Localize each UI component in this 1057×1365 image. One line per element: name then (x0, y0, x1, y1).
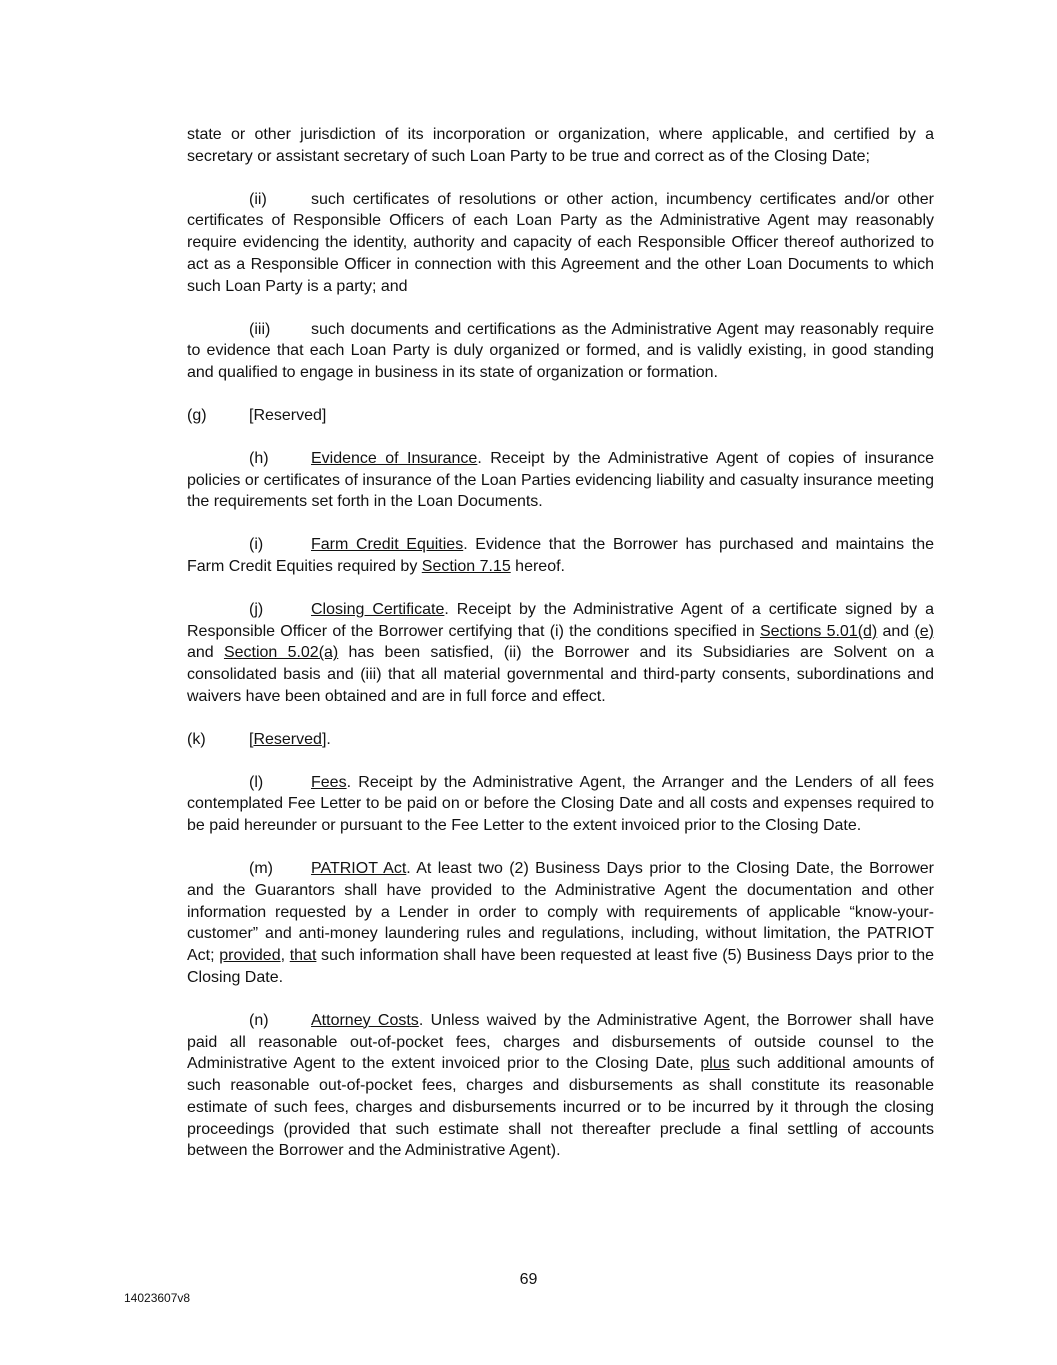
paragraph-text: . Unless waived by the Administrative Agent, the Borrower shall have paid all reasonable out-of-pocket fees, charges and disbursements of outside counsel to the Administrative Agent to the extent invoiced prior to the Closing Date, (187, 1011, 935, 1073)
section-heading: Fees (311, 773, 347, 791)
section-reference: Section 7.15 (421, 557, 511, 575)
paragraph-text: such additional amounts of such reasonable out-of-pocket fees, charges and disbursements as shall constitute its reasonable estimate of such fees, charges and disbursements incurred or to be incurred by it through the closing proceedings (provided that such estimate shall not thereafter preclude a final settling of accounts between the Borrower and the Administrative Agent). (187, 1055, 934, 1160)
page-number: 69 (519, 1271, 538, 1288)
section-reference: (e) (914, 622, 934, 640)
paragraph-text: . At least two (2) Business Days prior to the Closing Date, the Borrower and the Guarantors shall have provided to the Administrative Agent the documentation and other information requested by a Lender in order to comply with requirements of applicable “know-your-customer” and anti-money laundering rules and regulations, including, without limitation, the PATRIOT Act; (187, 859, 934, 965)
clause-label: (k) (187, 730, 206, 748)
clause-label: (i) (249, 536, 264, 554)
paragraph-text: . Receipt by the Administrative Agent of a certificate signed by a Responsible Officer of the Borrower certifying that (i) the conditions specified in (187, 600, 935, 640)
paragraph-text: hereof. (510, 557, 565, 575)
section-heading: Attorney Costs (311, 1011, 419, 1029)
section-heading: PATRIOT Act (311, 859, 407, 877)
section-reference: Sections 5.01(d) (759, 622, 878, 640)
section-heading: Evidence of Insurance (311, 449, 478, 467)
paragraph-text: such certificates of resolutions or other action, incumbency certificates and/or other certificates of Responsible Officers of each Loan Party as the Administrative Agent may reasonably require evidencing the identity, authority and capacity of each Responsible Officer thereof authorized to act as a Responsible Officer in connection with this Agreement and the other Loan Documents to which such Loan Party is a party; and (187, 190, 934, 295)
bracket-open: [ (249, 730, 254, 748)
paragraph-k (187, 729, 934, 751)
paragraph-iii (187, 319, 934, 384)
clause-label: (l) (249, 773, 264, 791)
clause-label: (j) (249, 600, 264, 618)
paragraph-continuation (187, 124, 934, 168)
proviso-term: provided (219, 947, 281, 965)
paragraph-m (187, 858, 934, 989)
paragraph-text: and (187, 644, 224, 662)
paragraph-ii (187, 189, 934, 298)
section-heading: Reserved (253, 730, 322, 748)
clause-label: (iii) (249, 320, 271, 338)
clause-label: (h) (249, 449, 269, 467)
paragraph-g (187, 405, 934, 427)
paragraph-text: , (280, 947, 290, 965)
paragraph-j (187, 599, 934, 708)
paragraph-text: state or other jurisdiction of its incorporation or organization, where applicable, and certified by a secretary or assistant secretary of such Loan Party to be true and correct as of the Closing Date; (187, 126, 934, 165)
section-heading: Farm Credit Equities (311, 536, 464, 554)
paragraph-i (187, 534, 934, 578)
page-body (187, 124, 934, 1183)
paragraph-n (187, 1010, 934, 1163)
clause-label: (n) (249, 1011, 269, 1029)
clause-label: (ii) (249, 190, 267, 208)
clause-label: (m) (249, 859, 273, 877)
proviso-term: that (289, 947, 317, 965)
document-id: 14023607v8 (124, 1291, 191, 1305)
paragraph-l (187, 772, 934, 837)
clause-label: (g) (187, 406, 207, 424)
paragraph-h (187, 448, 934, 513)
paragraph-text: . Receipt by the Administrative Agent of copies of insurance policies or certificates of insurance of the Loan Parties evidencing liability and casualty insurance meeting the requirements set forth in the Loan Documents. (187, 449, 934, 511)
paragraph-text: such information shall have been requested at least five (5) Business Days prior to the Closing Date. (187, 947, 935, 986)
paragraph-text: such documents and certifications as the Administrative Agent may reasonably require to evidence that each Loan Party is duly organized or formed, and is validly existing, in good standing and qualified to engage in business in its state of organization or formation. (187, 320, 934, 382)
paragraph-text: . Evidence that the Borrower has purchased and maintains the Farm Credit Equities required by (187, 536, 934, 575)
section-reference: Section 5.02(a) (223, 644, 339, 662)
emphasis-term: plus (700, 1055, 730, 1073)
paragraph-text: and (877, 622, 915, 640)
paragraph-text: . Receipt by the Administrative Agent, the Arranger and the Lenders of all fees contemplated Fee Letter to be paid on or before the Closing Date and all costs and expenses required to be paid hereunder or pursuant to the Fee Letter to the extent invoiced prior to the Closing Date. (187, 773, 934, 835)
paragraph-text: has been satisfied, (ii) the Borrower and its Subsidiaries are Solvent on a consolidated basis and (iii) that all material governmental and third-party consents, subordinations and waivers have been obtained and are in full force and effect. (187, 644, 934, 705)
section-heading: Closing Certificate (311, 600, 445, 618)
bracket-close: ]. (321, 730, 331, 748)
paragraph-text: [Reserved] (249, 406, 327, 424)
